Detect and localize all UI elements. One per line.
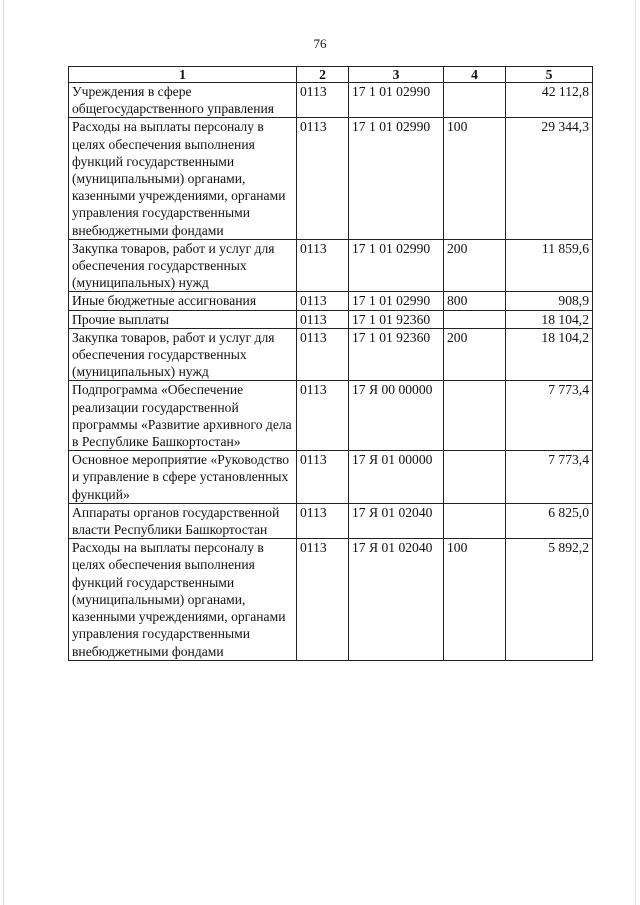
section-code-cell: 0113 [297,381,349,451]
table-row [69,451,593,504]
target-article-cell: 17 1 01 02990 [349,292,444,310]
expense-type-cell [444,451,506,504]
expense-name-cell: Иные бюджетные ассигнования [69,292,297,310]
target-article-cell: 17 Я 01 00000 [349,451,444,504]
section-code-cell: 0113 [297,239,349,292]
section-code-cell: 0113 [297,451,349,504]
table-row [69,83,593,118]
expense-name-cell: Основное мероприятие «Руководство и управление в сфере установленных функций» [69,451,297,504]
table-row [69,381,593,451]
budget-table [68,66,593,661]
target-article-cell: 17 Я 01 02040 [349,539,444,660]
amount-cell: 7 773,4 [506,381,593,451]
target-article-cell: 17 1 01 02990 [349,239,444,292]
section-code-cell: 0113 [297,503,349,538]
table-row [69,539,593,660]
target-article-cell: 17 Я 01 02040 [349,503,444,538]
expense-type-cell [444,381,506,451]
section-code-cell: 0113 [297,328,349,381]
expense-name-cell: Аппараты органов государственной власти Республики Башкортостан [69,503,297,538]
expense-name-cell: Учреждения в сфере общегосударственного управления [69,83,297,118]
header-row [69,67,593,83]
header-col-4: 4 [444,67,506,83]
table-row [69,310,593,328]
section-code-cell: 0113 [297,539,349,660]
expense-name-cell: Закупка товаров, работ и услуг для обеспечения государственных (муниципальных) нужд [69,328,297,381]
section-code-cell: 0113 [297,83,349,118]
target-article-cell: 17 1 01 02990 [349,83,444,118]
amount-cell: 11 859,6 [506,239,593,292]
expense-type-cell [444,503,506,538]
expense-type-cell: 100 [444,539,506,660]
expense-name-cell: Прочие выплаты [69,310,297,328]
section-code-cell: 0113 [297,292,349,310]
page-number: 76 [313,36,327,51]
expense-name-cell: Расходы на выплаты персоналу в целях обеспечения выполнения функций государственными (муниципальными) органами, казенными учреждениями, органами управления государственными внебюджетными фондами [69,118,297,239]
target-article-cell: 17 1 01 92360 [349,328,444,381]
expense-type-cell: 200 [444,239,506,292]
amount-cell: 18 104,2 [506,328,593,381]
header-col-2: 2 [297,67,349,83]
table-row [69,118,593,239]
table-row [69,292,593,310]
amount-cell: 908,9 [506,292,593,310]
header-col-5: 5 [506,67,593,83]
expense-name-cell: Подпрограмма «Обеспечение реализации государственной программы «Развитие архивного дела в Республике Башкортостан» [69,381,297,451]
target-article-cell: 17 1 01 02990 [349,118,444,239]
section-code-cell: 0113 [297,118,349,239]
page-edge-right [635,0,636,905]
table-row [69,328,593,381]
amount-cell: 18 104,2 [506,310,593,328]
expense-type-cell: 800 [444,292,506,310]
expense-type-cell: 200 [444,328,506,381]
expense-type-cell [444,83,506,118]
table-body [69,83,593,661]
amount-cell: 6 825,0 [506,503,593,538]
section-code-cell: 0113 [297,310,349,328]
table-row [69,503,593,538]
table-header [69,67,593,83]
page-edge-left [3,0,4,905]
target-article-cell: 17 Я 00 00000 [349,381,444,451]
expense-type-cell [444,310,506,328]
header-col-3: 3 [349,67,444,83]
amount-cell: 29 344,3 [506,118,593,239]
amount-cell: 7 773,4 [506,451,593,504]
expense-name-cell: Закупка товаров, работ и услуг для обеспечения государственных (муниципальных) нужд [69,239,297,292]
header-col-1: 1 [69,67,297,83]
amount-cell: 42 112,8 [506,83,593,118]
target-article-cell: 17 1 01 92360 [349,310,444,328]
amount-cell: 5 892,2 [506,539,593,660]
table-row [69,239,593,292]
expense-name-cell: Расходы на выплаты персоналу в целях обеспечения выполнения функций государственными (муниципальными) органами, казенными учреждениями, органами управления государственными внебюджетными фондами [69,539,297,660]
expense-type-cell: 100 [444,118,506,239]
